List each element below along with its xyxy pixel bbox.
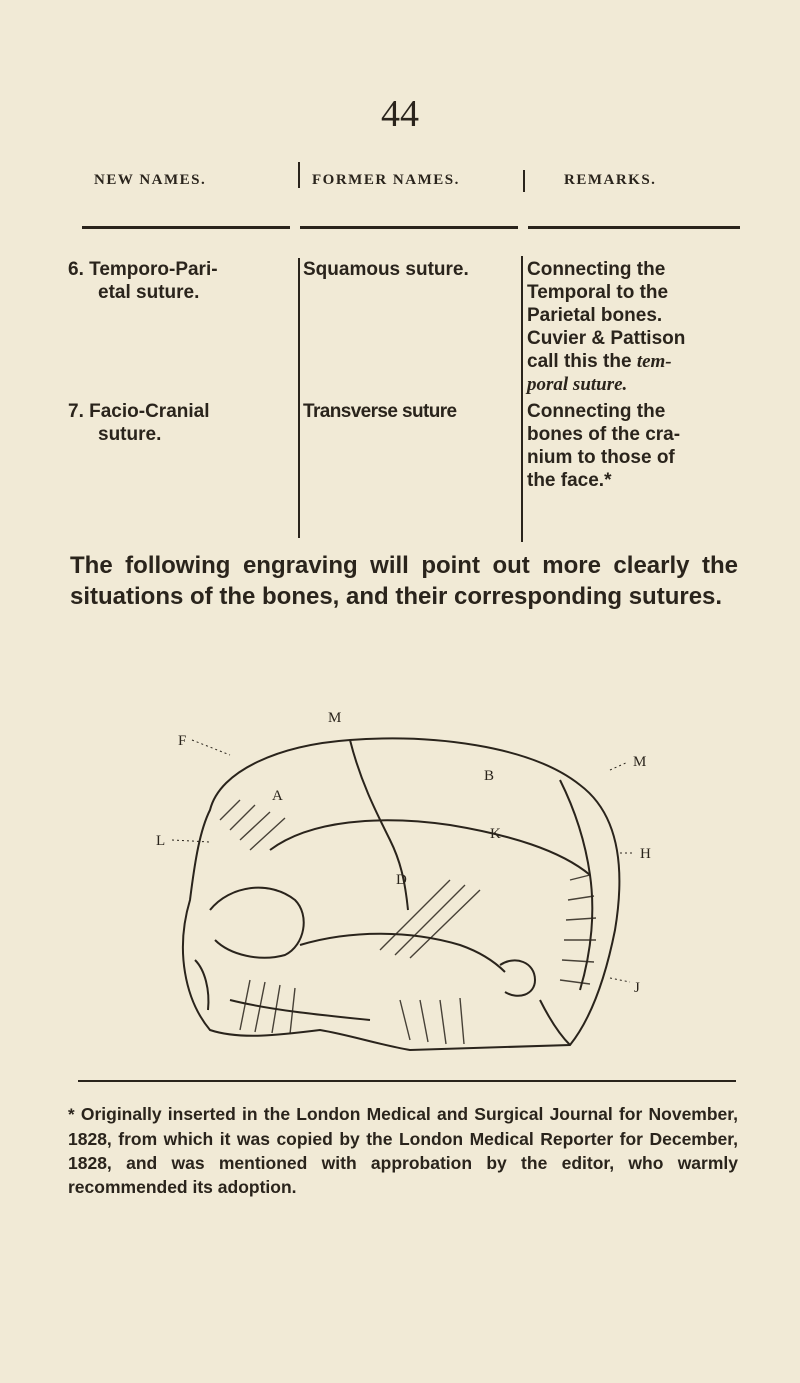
column-divider-2 [521,256,523,542]
label-K: K [490,826,501,842]
row-7-remarks: Connecting the bones of the cra- nium to those of the face.* [527,401,681,491]
row-6-new-name: 6. Temporo-Pari- etal suture. [68,259,218,303]
label-A: A [272,788,283,804]
header-rule-right [528,226,740,229]
header-rule-middle [300,226,518,229]
label-F: F [178,733,187,749]
label-M-top: M [328,710,342,726]
footnote-rule [78,1080,736,1082]
row-7-new-name: 7. Facio-Cranial suture. [68,401,210,445]
squamous-suture [270,820,590,875]
header-rule-left [82,226,290,229]
row-6-former-name: Squamous suture. [303,259,469,280]
body-paragraph: The following engraving will point out more clearly the situations of the bones, and their corresponding sutures. [70,552,738,610]
header-former-names: FORMER NAMES. [312,172,460,188]
label-M-right: M [633,754,647,770]
footnote [68,1102,738,1199]
header-new-names: NEW NAMES. [94,172,207,188]
label-H: H [640,846,651,862]
page-number: 44 [381,93,419,135]
row-7-former-name: Transverse suture [303,401,457,422]
mastoid [540,1000,570,1045]
column-divider-header-2 [523,170,525,192]
label-B: B [484,768,495,784]
row-6-remarks: Connecting the Temporal to the Parietal bones. Cuvier & Pattison call this the tem- poral suture. [527,259,686,395]
column-divider-header-1 [298,162,300,188]
label-J: J [634,980,640,996]
orbit [210,888,304,958]
footnote-marker: * [68,1105,75,1124]
label-L: L [156,833,166,849]
footnote-text: Originally inserted in the London Medical and Surgical Journal for November, 1828, from which it was copied by the London Medical Reporter for December, 1828, and was mentioned with approbation by the editor, who warmly recommended its adoption. [68,1104,738,1197]
ear-opening [500,960,535,995]
header-remarks: REMARKS. [564,172,657,188]
label-D: D [396,872,407,888]
skull-engraving [150,700,670,1070]
zygomatic-arch [300,934,505,972]
lambdoid-suture [560,780,592,990]
nasal-cavity [195,960,208,1010]
maxilla [230,1000,370,1020]
